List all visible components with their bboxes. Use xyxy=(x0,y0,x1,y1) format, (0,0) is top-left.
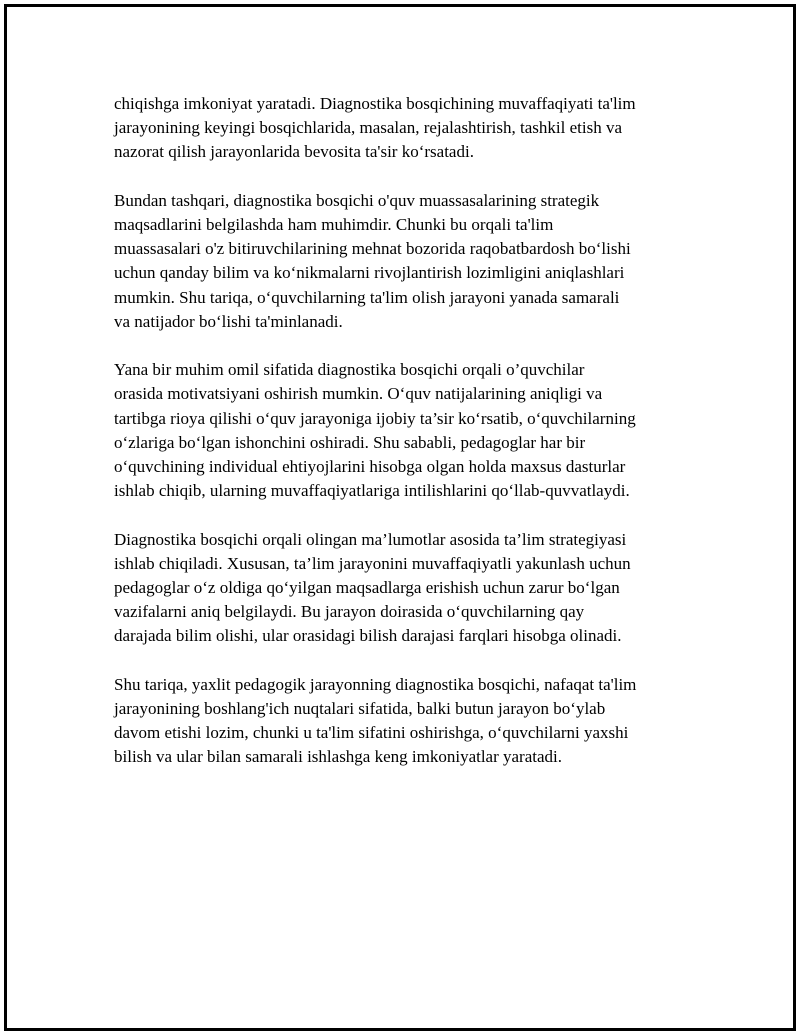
text-line: vazifalarni aniq belgilaydi. Bu jarayon doirasida o‘quvchilarning qay xyxy=(114,602,585,622)
text-line: orasida motivatsiyani oshirish mumkin. O‘quv natijalarining aniqligi va xyxy=(114,384,603,404)
text-line: pedagoglar o‘z oldiga qo‘yilgan maqsadlarga erishish uchun zarur bo‘lgan xyxy=(114,578,620,598)
text-line: darajada bilim olishi, ular orasidagi bilish darajasi farqlari hisobga olinadi. xyxy=(114,626,622,646)
text-line: jarayonining keyingi bosqichlarida, masalan, rejalashtirish, tashkil etish va xyxy=(114,118,622,138)
text-line: Shu tariqa, yaxlit pedagogik jarayonning diagnostika bosqichi, nafaqat ta'lim xyxy=(114,674,637,694)
text-line: uchun qanday bilim va ko‘nikmalarni rivojlantirish lozimligini aniqlashlari xyxy=(114,263,625,283)
text-line: o‘quvchining individual ehtiyojlarini hisobga olgan holda maxsus dasturlar xyxy=(114,457,626,477)
text-line: chiqishga imkoniyat yaratadi. Diagnostika bosqichining muvaffaqiyati ta'lim xyxy=(114,94,636,113)
text-line: Bundan tashqari, diagnostika bosqichi o'quv muassasalarining strategik xyxy=(114,190,600,210)
paragraph-3 xyxy=(114,358,694,503)
paragraph-1 xyxy=(114,92,694,165)
text-line: va natijador bo‘lishi ta'minlanadi. xyxy=(114,311,343,331)
text-line: ishlab chiqiladi. Xususan, ta’lim jarayonini muvaffaqiyatli yakunlash uchun xyxy=(114,553,631,573)
text-line: maqsadlarini belgilashda ham muhimdir. Chunki bu orqali ta'lim xyxy=(114,215,554,234)
text-line: muassasalari o'z bitiruvchilarining mehnat bozorida raqobatbardosh bo‘lishi xyxy=(114,239,631,259)
text-line: bilish va ular bilan samarali ishlashga keng imkoniyatlar yaratadi. xyxy=(114,747,563,767)
paragraph-2 xyxy=(114,189,694,334)
text-line: mumkin. Shu tariqa, o‘quvchilarning ta'lim olish jarayoni yanada samarali xyxy=(114,287,620,307)
text-line: nazorat qilish jarayonlarida bevosita ta'sir ko‘rsatadi. xyxy=(114,142,474,162)
text-line: tartibga rioya qilishi o‘quv jarayoniga ijobiy ta’sir ko‘rsatib, o‘quvchilarning xyxy=(114,408,636,428)
text-line: o‘zlariga bo‘lgan ishonchini oshiradi. Shu sababli, pedagoglar har bir xyxy=(114,432,586,452)
paragraph-4 xyxy=(114,528,694,649)
document-body xyxy=(114,92,694,794)
text-line: Yana bir muhim omil sifatida diagnostika bosqichi orqali o’quvchilar xyxy=(114,360,585,380)
paragraph-5 xyxy=(114,673,694,770)
text-line: Diagnostika bosqichi orqali olingan ma’lumotlar asosida ta’lim strategiyasi xyxy=(114,529,627,549)
text-line: ishlab chiqib, ularning muvaffaqiyatlariga intilishlarini qo‘llab-quvvatlaydi. xyxy=(114,481,630,501)
text-line: jarayonining boshlang'ich nuqtalari sifatida, balki butun jarayon bo‘ylab xyxy=(114,699,606,719)
text-line: davom etishi lozim, chunki u ta'lim sifatini oshirishga, o‘quvchilarni yaxshi xyxy=(114,723,629,743)
